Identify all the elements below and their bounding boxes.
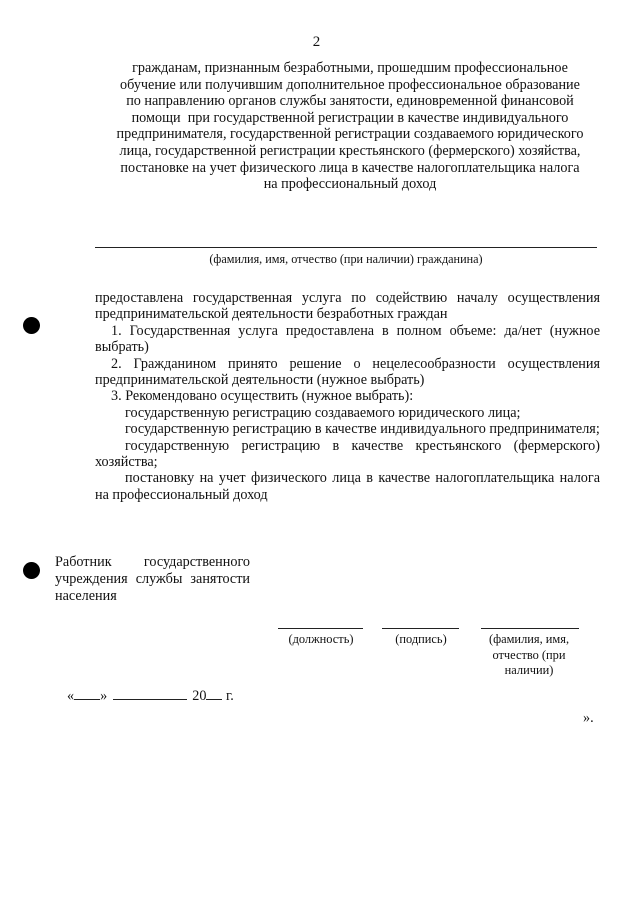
date-year-prefix: 20 xyxy=(192,688,207,704)
title-line: помощи при государственной регистрации в качестве индивидуального xyxy=(131,109,569,126)
date-year-blank xyxy=(206,686,222,700)
body-option-1: государственную регистрацию создаваемого юридического лица; xyxy=(125,404,521,421)
signature-caption: (подпись) xyxy=(395,632,447,646)
body-item-2: 2. Гражданином принято решение о нецелесообразности осуществления предпринимательской деятельности (нужное выбрать) xyxy=(95,355,600,389)
date-month-blank xyxy=(113,686,187,700)
fio-caption: (фамилия, имя, отчество (при наличии) гражданина) xyxy=(209,252,483,266)
signature-line xyxy=(382,628,459,629)
document-title xyxy=(95,60,605,193)
title-line: по направлению органов службы занятости, единовременной финансовой xyxy=(126,93,574,110)
name-caption-line: отчество (при xyxy=(492,647,566,662)
title-line: гражданам, признанным безработными, прошедшим профессиональное xyxy=(132,60,568,76)
end-mark: ». xyxy=(583,710,594,726)
date-open-quote: « xyxy=(67,688,75,704)
position-caption: (должность) xyxy=(288,632,354,646)
worker-label-text: Работник государственного учреждения службы занятости населения xyxy=(55,554,250,604)
page-number: 2 xyxy=(312,34,321,50)
fio-blank-line xyxy=(95,247,597,248)
name-line xyxy=(481,628,579,629)
date-field xyxy=(67,686,234,705)
name-caption xyxy=(478,632,580,679)
title-line: лица, государственной регистрации крестьянского (фермерского) хозяйства, xyxy=(119,142,581,159)
punch-hole-top xyxy=(23,317,40,334)
name-caption-line: (фамилия, имя, xyxy=(488,632,570,646)
name-caption-line: наличии) xyxy=(504,663,554,677)
body-intro: предоставлена государственная услуга по содействию началу осуществления предпринимательской деятельности безработных граждан xyxy=(95,290,600,323)
body-option-2: государственную регистрацию в качестве индивидуального предпринимателя; xyxy=(125,421,600,438)
body-item-3: 3. Рекомендовано осуществить (нужное выбрать): xyxy=(111,388,414,405)
position-line xyxy=(278,628,363,629)
title-line: на профессиональный доход xyxy=(263,176,437,193)
worker-label xyxy=(55,554,250,605)
title-line: обучение или получившим дополнительное профессиональное образование xyxy=(120,76,580,93)
document-body xyxy=(95,290,600,503)
date-year-suffix: г. xyxy=(222,688,234,704)
title-line: предпринимателя, государственной регистрации создаваемого юридического xyxy=(116,126,584,143)
title-line: постановке на учет физического лица в качестве налогоплательщика налога xyxy=(120,159,580,176)
date-day-blank xyxy=(74,686,100,700)
punch-hole-bottom xyxy=(23,562,40,579)
body-option-4: постановку на учет физического лица в качестве налогоплательщика налога на профессиональный доход xyxy=(95,470,600,503)
date-close-quote: » xyxy=(100,688,108,704)
body-item-1: 1. Государственная услуга предоставлена в полном объеме: да/нет (нужное выбрать) xyxy=(95,322,600,356)
body-option-3: государственную регистрацию в качестве крестьянского (фермерского) хозяйства; xyxy=(95,437,600,471)
